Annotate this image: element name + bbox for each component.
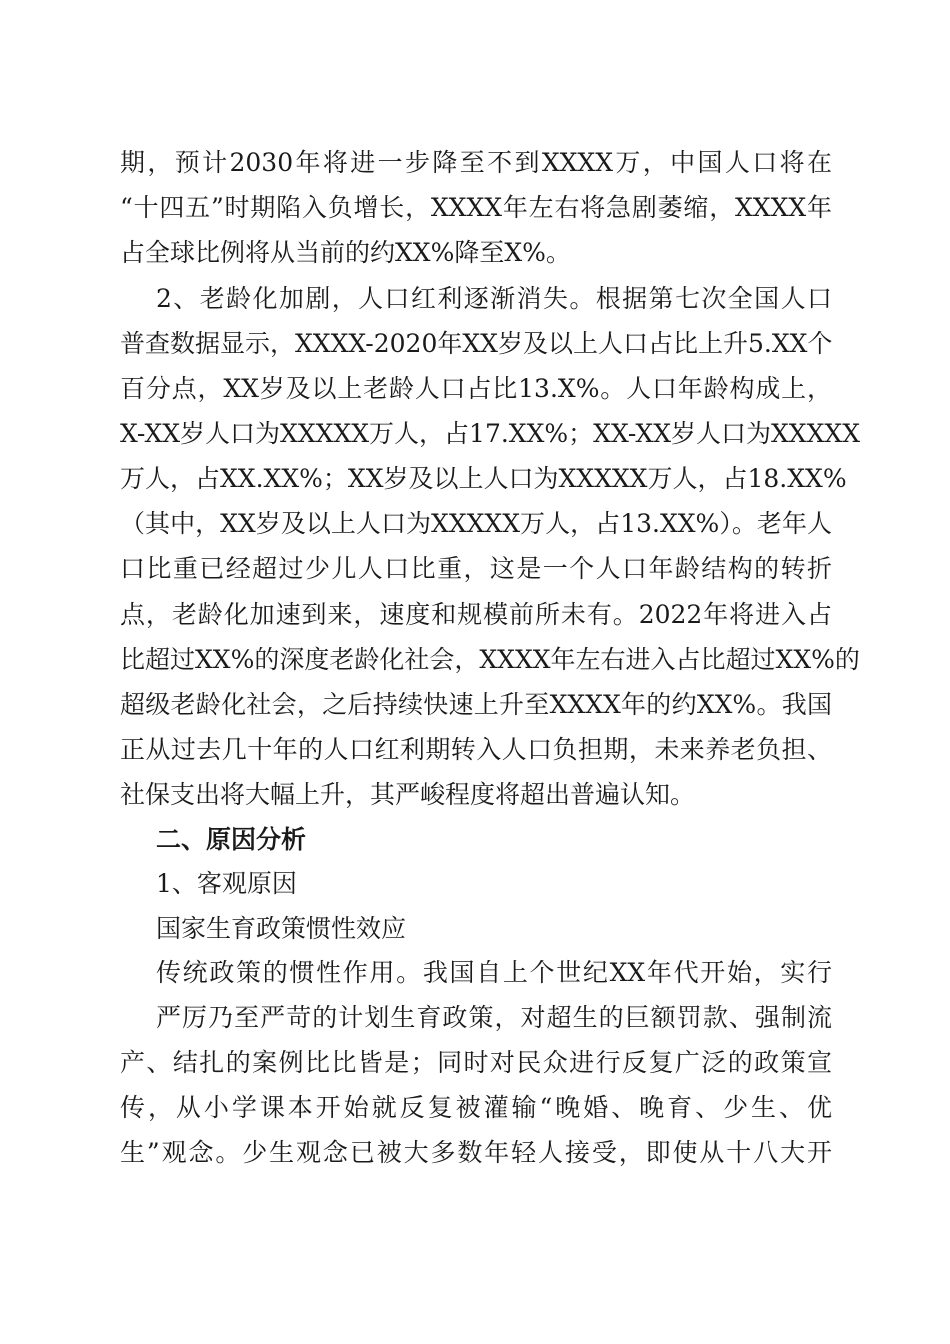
text-line: 点，老龄化加速到来，速度和规模前所未有。2022年将进入占 bbox=[120, 600, 832, 629]
text-line: “十四五”时期陷入负增长，XXXX年左右将急剧萎缩，XXXX年 bbox=[120, 193, 832, 222]
subsection-heading: 1、客观原因 bbox=[156, 869, 297, 898]
text-line: 万人，占XX.XX%；XX岁及以上人口为XXXXX万人，占18.XX% bbox=[120, 464, 847, 493]
text-line: （其中，XX岁及以上人口为XXXXX万人，占13.XX%）。老年人 bbox=[120, 509, 832, 538]
text-line: 期，预计2030年将进一步降至不到XXXX万，中国人口将在 bbox=[120, 148, 832, 177]
paragraph-start-line: 传统政策的惯性作用。我国自上个世纪XX年代开始，实行 bbox=[156, 958, 832, 987]
text-line: 百分点，XX岁及以上老龄人口占比13.X%。人口年龄构成上， bbox=[120, 374, 832, 403]
paragraph-start-line: 2、老龄化加剧，人口红利逐渐消失。根据第七次全国人口 bbox=[156, 284, 832, 313]
subsection-title: 国家生育政策惯性效应 bbox=[156, 914, 407, 943]
text-line: 比超过XX%的深度老龄化社会，XXXX年左右进入占比超过XX%的 bbox=[120, 645, 860, 674]
text-line: 传，从小学课本开始就反复被灌输“晚婚、晚育、少生、优 bbox=[120, 1093, 832, 1122]
text-line: 正从过去几十年的人口红利期转入人口负担期，未来养老负担、 bbox=[120, 735, 832, 764]
text-line: 超级老龄化社会，之后持续快速上升至XXXX年的约XX%。我国 bbox=[120, 690, 832, 719]
text-line: 占全球比例将从当前的约XX%降至X%。 bbox=[120, 238, 571, 267]
text-line: 产、结扎的案例比比皆是；同时对民众进行反复广泛的政策宣 bbox=[120, 1048, 832, 1077]
text-line: 社保支出将大幅上升，其严峻程度将超出普遍认知。 bbox=[120, 780, 696, 809]
text-line: 生”观念。少生观念已被大多数年轻人接受，即使从十八大开 bbox=[120, 1138, 832, 1167]
text-line: 口比重已经超过少儿人口比重，这是一个人口年龄结构的转折 bbox=[120, 554, 832, 583]
text-line: 严厉乃至严苛的计划生育政策，对超生的巨额罚款、强制流 bbox=[156, 1003, 832, 1032]
section-heading: 二、原因分析 bbox=[156, 825, 307, 854]
text-line: X-XX岁人口为XXXXX万人，占17.XX%；XX-XX岁人口为XXXXX bbox=[120, 419, 861, 448]
text-line: 普查数据显示，XXXX-2020年XX岁及以上人口占比上升5.XX个 bbox=[120, 329, 833, 358]
